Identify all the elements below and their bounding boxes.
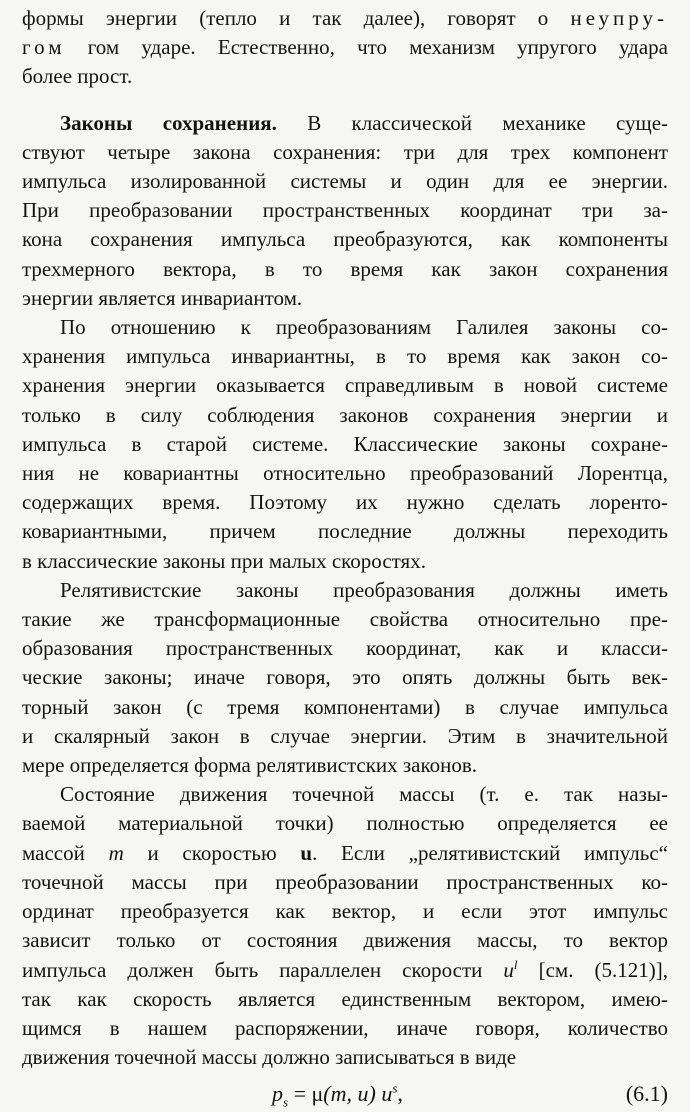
text-line <box>22 839 668 868</box>
math-comma: , <box>397 1081 403 1107</box>
equation-body <box>272 1076 403 1112</box>
text-line <box>22 33 668 62</box>
text-line: кона сохранения импульса преобразуются, как компоненты <box>22 227 668 252</box>
text-line: энергии является инвариантом. <box>22 285 303 310</box>
section-conservation-laws <box>22 109 668 313</box>
text-line <box>22 62 668 91</box>
text-line: и скалярный закон в случае энергии. Этим в значительной <box>22 723 668 748</box>
paragraph-gap <box>22 92 668 109</box>
line-text: массой <box>22 840 85 865</box>
line-text: более прост. <box>22 64 133 89</box>
math-superscript: s <box>392 1080 398 1096</box>
math-subscript: s <box>283 1094 289 1110</box>
section-heading: Законы сохранения. <box>60 110 277 135</box>
math-symbol-u-l <box>503 958 517 982</box>
paragraph-galilei <box>22 313 668 576</box>
paragraph-continuation <box>22 4 668 92</box>
text-line: Релятивистские законы преобразования должны иметь <box>60 577 668 602</box>
line-text: [см. (5.121)], <box>538 957 668 982</box>
emphasized-word: неупру- <box>570 6 668 30</box>
equation-6-1 <box>22 1076 668 1112</box>
text-line <box>22 109 668 138</box>
text-line: движения точечной массы должно записываться в виде <box>22 1045 517 1070</box>
paragraph-relativistic <box>22 576 668 780</box>
math-symbol-p: p <box>272 1081 283 1107</box>
line-text: В классической механике суще- <box>307 110 668 135</box>
text-line: только в силу соблюдения законов сохранения энергии и <box>22 402 668 427</box>
text-line: трехмерного вектора, в то время как закон сохранения <box>22 256 668 281</box>
text-line: При преобразовании пространственных координат три за- <box>22 198 668 223</box>
math-equals: = <box>293 1081 306 1107</box>
text-line: импульса изолированной системы и один для ее энергии. <box>22 169 668 194</box>
text-line: ческие законы; иначе говоря, это опять должны быть век- <box>22 665 668 690</box>
text-line: точечной массы при преобразовании пространственных ко- <box>22 869 668 894</box>
text-line: ваемой материальной точки) полностью определяется ее <box>22 811 668 836</box>
text-line: такие же трансформационные свойства относительно пре- <box>22 607 668 632</box>
text-line: По отношению к преобразованиям Галилея законы со- <box>60 315 668 340</box>
text-line: ковариантными, причем последние должны переходить <box>22 519 668 544</box>
math-symbol-m: m <box>108 840 124 865</box>
paragraph-state-of-motion <box>22 780 668 1072</box>
text-line: содержащих время. Поэтому их нужно сделать лоренто- <box>22 490 668 515</box>
text-line: мере определяется форма релятивистских законов. <box>22 753 478 778</box>
text-line: хранения энергии оказывается справедливым в новой системе <box>22 373 668 398</box>
text-line: зависит только от состояния движения массы, то вектор <box>22 928 668 953</box>
text-line: хранения импульса инвариантны, в то время как закон со- <box>22 344 668 369</box>
text-line: ординат преобразуется как вектор, и если этот импульс <box>22 899 668 924</box>
text-line: образования пространственных координат, как и класси- <box>22 636 668 661</box>
line-text: импульса должен быть параллелен скорости <box>22 957 483 982</box>
line-text: и скоростью <box>147 840 277 865</box>
text-line <box>22 956 668 985</box>
body-text <box>22 4 668 1112</box>
text-line: импульса в старой системе. Классические законы сохране- <box>22 431 668 456</box>
text-line: так как скорость является единственным вектором, имею- <box>22 986 668 1011</box>
math-symbol-u: u <box>381 1081 393 1107</box>
line-text: . Если „релятивистский импульс“ <box>312 840 668 865</box>
math-base: u <box>503 957 514 982</box>
text-line <box>22 4 668 33</box>
text-line: Состояние движения точечной массы (т. е. так назы- <box>60 782 668 807</box>
text-line: торный закон (с тремя компонентами) в случае импульса <box>22 694 668 719</box>
text-line: ствуют четыре закона сохранения: три для трех компонент <box>22 139 668 164</box>
math-arguments: (m, u) <box>323 1081 376 1107</box>
emphasized-word: гом <box>22 35 66 60</box>
line-text: формы энергии (тепло и так далее), говорят о <box>22 6 549 30</box>
text-line: в классические законы при малых скоростях. <box>22 548 426 573</box>
line-text: гом ударе. Естественно, что механизм упругого удара <box>87 35 668 60</box>
text-line: ния не ковариантны относительно преобразований Лорентца, <box>22 461 668 486</box>
math-superscript: l <box>513 956 518 972</box>
math-symbol-u-vector: u <box>300 840 313 865</box>
text-line: щимся в нашем распоряжении, иначе говоря, количество <box>22 1015 668 1040</box>
math-symbol-mu: μ <box>311 1081 324 1107</box>
equation-number: (6.1) <box>625 1081 668 1107</box>
